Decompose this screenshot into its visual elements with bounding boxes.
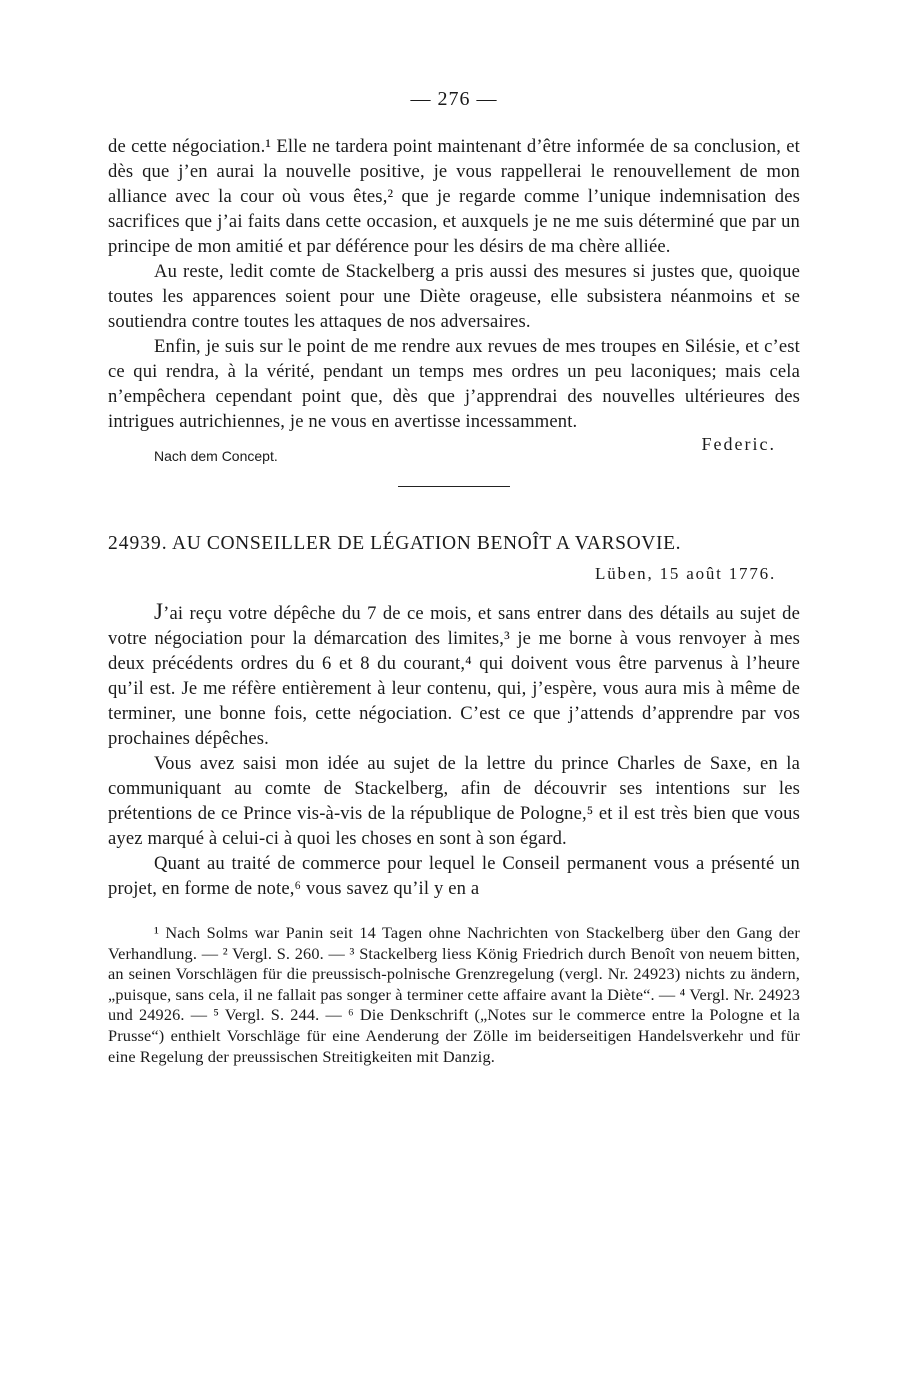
signature: Federic. xyxy=(701,434,776,454)
page-number: — 276 — xyxy=(410,88,498,110)
signature-line xyxy=(108,434,800,472)
letter-2 xyxy=(108,599,800,901)
letter2-paragraph-1 xyxy=(108,599,800,751)
document-number: 24939. xyxy=(108,533,168,554)
letter1-paragraph-3: Enfin, je suis sur le point de me rendre aux revues de mes troupes en Silésie, et c’est ce qui rendra, à la vérité, pendant un temps mes ordres un peu laconiques; mais cela n’empêchera cependant point que, dès que j’apprendrai des nouvelles ultérieures des intrigues autrichiennes, je ne vous en avertisse incessamment. xyxy=(108,336,800,432)
section-divider xyxy=(398,486,510,487)
source-note: Nach dem Concept. xyxy=(154,448,278,464)
letter2-heading xyxy=(108,531,800,557)
initial-letter: J xyxy=(154,599,164,624)
letter2-paragraph-3: Quant au traité de commerce pour lequel le Conseil permanent vous a présenté un projet, en forme de note,⁶ vous savez qu’il y en a xyxy=(108,853,800,899)
letter-1 xyxy=(108,134,800,472)
letter2-title: AU CONSEILLER DE LÉGATION BENOÎT A VARSOVIE. xyxy=(172,533,682,554)
letter1-paragraph-1: de cette négociation.¹ Elle ne tardera point maintenant d’être informée de sa conclusion, et dès que j’en aurai la nouvelle positive, je vous rappellerai le renouvellement de mon alliance avec la cour où vous êtes,² que je regarde comme l’unique indemnisation des sacrifices que j’ai faits dans cette occasion, et auxquels je ne me suis déterminé que par un principe de mon amitié et par déférence pour les désirs de ma chère alliée. xyxy=(108,136,800,257)
footnote-text: ¹ Nach Solms war Panin seit 14 Tagen ohne Nachrichten von Stackelberg über den Gang der Verhandlung. — ² Vergl. S. 260. — ³ Stackelberg liess König Friedrich durch Benoît von neuem bitten, an seinen Vorschlägen für die preussisch-polnische Grenzregelung (vergl. Nr. 24923) nichts zu ändern, „puisque, sans cela, il ne fallait pas songer à terminer cette affaire avant la Diète“. — ⁴ Vergl. Nr. 24923 und 24926. — ⁵ Vergl. S. 244. — ⁶ Die Denkschrift („Notes sur le commerce entre la Pologne et la Prusse“) enthielt Vorschläge für eine Aenderung der Zölle im beiderseitigen Handelsverkehr und für eine Regelung der preussischen Streitigkeiten mit Danzig. xyxy=(108,923,800,1066)
letter1-paragraph-2: Au reste, ledit comte de Stackelberg a pris aussi des mesures si justes que, quoique toutes les apparences soient pour une Diète orageuse, elle subsistera néanmoins et se soutiendra contre toutes les attaques de nos adversaires. xyxy=(108,261,800,332)
letter2-paragraph-2: Vous avez saisi mon idée au sujet de la lettre du prince Charles de Saxe, en la communiquant au comte de Stackelberg, afin de découvrir ses intentions sur les prétentions de ce Prince vis-à-vis de la république de Pologne,⁵ et il est très bien que vous ayez marqué à celui-ci à quoi les choses en sont à son égard. xyxy=(108,753,800,849)
document-page xyxy=(108,84,800,1067)
letter2-paragraph-1-text: ’ai reçu votre dépêche du 7 de ce mois, et sans entrer dans des détails au sujet de votre négociation pour la démarcation des limites,³ je me borne à vous renvoyer à mes deux précédents ordres du 6 et 8 du courant,⁴ qui doivent vous être parvenus à l’heure qu’il est. Je me réfère entièrement à leur contenu, qui, j’espère, vous aura mis à même de terminer, une bonne fois, cette négociation. C’est ce que j’attends d’apprendre par vos prochaines dépêches. xyxy=(108,603,800,749)
dateline: Lüben, 15 août 1776. xyxy=(595,564,776,583)
footnotes xyxy=(108,923,800,1067)
